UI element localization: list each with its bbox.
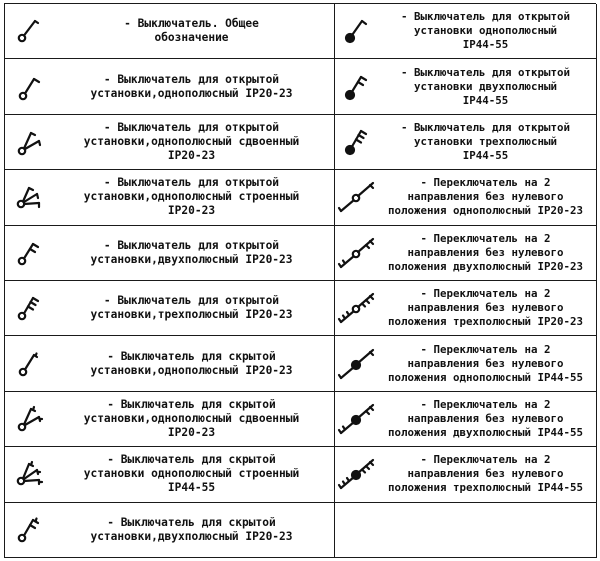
legend-cell-left-2 bbox=[5, 59, 335, 114]
legend-cell-left-3 bbox=[5, 115, 335, 170]
switch-open-1pole-triple-ip20-icon bbox=[9, 175, 53, 219]
legend-description: - Выключатель для открытой установки,трехполюсный IP20-23 bbox=[90, 294, 293, 322]
legend-cell-right-9 bbox=[335, 447, 597, 502]
legend-cell-right-5 bbox=[335, 226, 597, 281]
legend-cell-right-3 bbox=[335, 115, 597, 170]
legend-description: - Переключатель на 2 направления без нулевого положения трехполюсный IP20-23 bbox=[387, 287, 583, 329]
legend-cell-left-4 bbox=[5, 170, 335, 225]
legend-cell-left-9 bbox=[5, 447, 335, 502]
legend-description: - Выключатель для открытой установки двухполюсный IP44-55 bbox=[400, 65, 570, 107]
legend-description: - Переключатель на 2 направления без нулевого положения однополюсный IP20-23 bbox=[387, 176, 583, 218]
legend-cell-right-4 bbox=[335, 170, 597, 225]
switch-open-2pole-ip44-icon bbox=[337, 65, 381, 109]
changeover-3pole-ip20-icon bbox=[337, 286, 381, 330]
legend-description: - Выключатель для открытой установки,двухполюсный IP20-23 bbox=[90, 238, 293, 266]
switch-hidden-2pole-ip20-icon bbox=[9, 508, 53, 552]
changeover-2pole-ip44-icon bbox=[337, 397, 381, 441]
legend-description: - Выключатель для скрытой установки,однополюсный IP20-23 bbox=[90, 349, 293, 377]
switch-open-1pole-ip44-icon bbox=[337, 9, 381, 53]
legend-cell-right-1 bbox=[335, 4, 597, 59]
changeover-2pole-ip20-icon bbox=[337, 231, 381, 275]
legend-description: - Выключатель для скрытой установки,двухполюсный IP20-23 bbox=[90, 515, 293, 543]
legend-cell-left-1 bbox=[5, 4, 335, 59]
legend-cell-right-7 bbox=[335, 336, 597, 391]
legend-cell-right-8 bbox=[335, 392, 597, 447]
legend-description: - Переключатель на 2 направления без нулевого положения двухполюсный IP44-55 bbox=[387, 397, 583, 439]
legend-cell-left-7 bbox=[5, 336, 335, 391]
legend-description: - Выключатель для открытой установки,однополюсный IP20-23 bbox=[90, 72, 293, 100]
legend-description: - Переключатель на 2 направления без нулевого положения однополюсный IP44-55 bbox=[387, 342, 583, 384]
changeover-1pole-ip20-icon bbox=[337, 175, 381, 219]
legend-cell-left-10 bbox=[5, 503, 335, 558]
legend-description: - Выключатель для скрытой установки однополюсный строенный IP44-55 bbox=[83, 453, 300, 495]
symbol-legend-table bbox=[4, 3, 596, 558]
legend-description: - Выключатель для скрытой установки,однополюсный сдвоенный IP20-23 bbox=[83, 397, 300, 439]
switch-open-3pole-ip44-icon bbox=[337, 120, 381, 164]
switch-open-2pole-ip20-icon bbox=[9, 231, 53, 275]
legend-cell-left-8 bbox=[5, 392, 335, 447]
legend-description: - Переключатель на 2 направления без нулевого положения двухполюсный IP20-23 bbox=[387, 231, 583, 273]
legend-cell-right-2 bbox=[335, 59, 597, 114]
legend-description: - Переключатель на 2 направления без нулевого положения трехполюсный IP44-55 bbox=[387, 453, 583, 495]
legend-description: - Выключатель. Общее обозначение bbox=[124, 17, 259, 45]
switch-general-icon bbox=[9, 9, 53, 53]
legend-description: - Выключатель для открытой установки,однополюсный сдвоенный IP20-23 bbox=[83, 120, 300, 162]
switch-open-1pole-ip20-icon bbox=[9, 65, 53, 109]
legend-description: - Выключатель для открытой установки,однополюсный строенный IP20-23 bbox=[83, 176, 300, 218]
switch-hidden-1pole-double-ip20-icon bbox=[9, 397, 53, 441]
switch-hidden-1pole-ip20-icon bbox=[9, 342, 53, 386]
changeover-1pole-ip44-icon bbox=[337, 342, 381, 386]
legend-cell-left-6 bbox=[5, 281, 335, 336]
changeover-3pole-ip44-icon bbox=[337, 452, 381, 496]
switch-hidden-1pole-triple-ip44-icon bbox=[9, 452, 53, 496]
legend-description: - Выключатель для открытой установки однополюсный IP44-55 bbox=[400, 10, 570, 52]
legend-cell-right-empty bbox=[335, 503, 597, 558]
switch-open-3pole-ip20-icon bbox=[9, 286, 53, 330]
legend-cell-left-5 bbox=[5, 226, 335, 281]
legend-cell-right-6 bbox=[335, 281, 597, 336]
legend-description: - Выключатель для открытой установки трехполюсный IP44-55 bbox=[400, 120, 570, 162]
switch-open-1pole-double-ip20-icon bbox=[9, 120, 53, 164]
